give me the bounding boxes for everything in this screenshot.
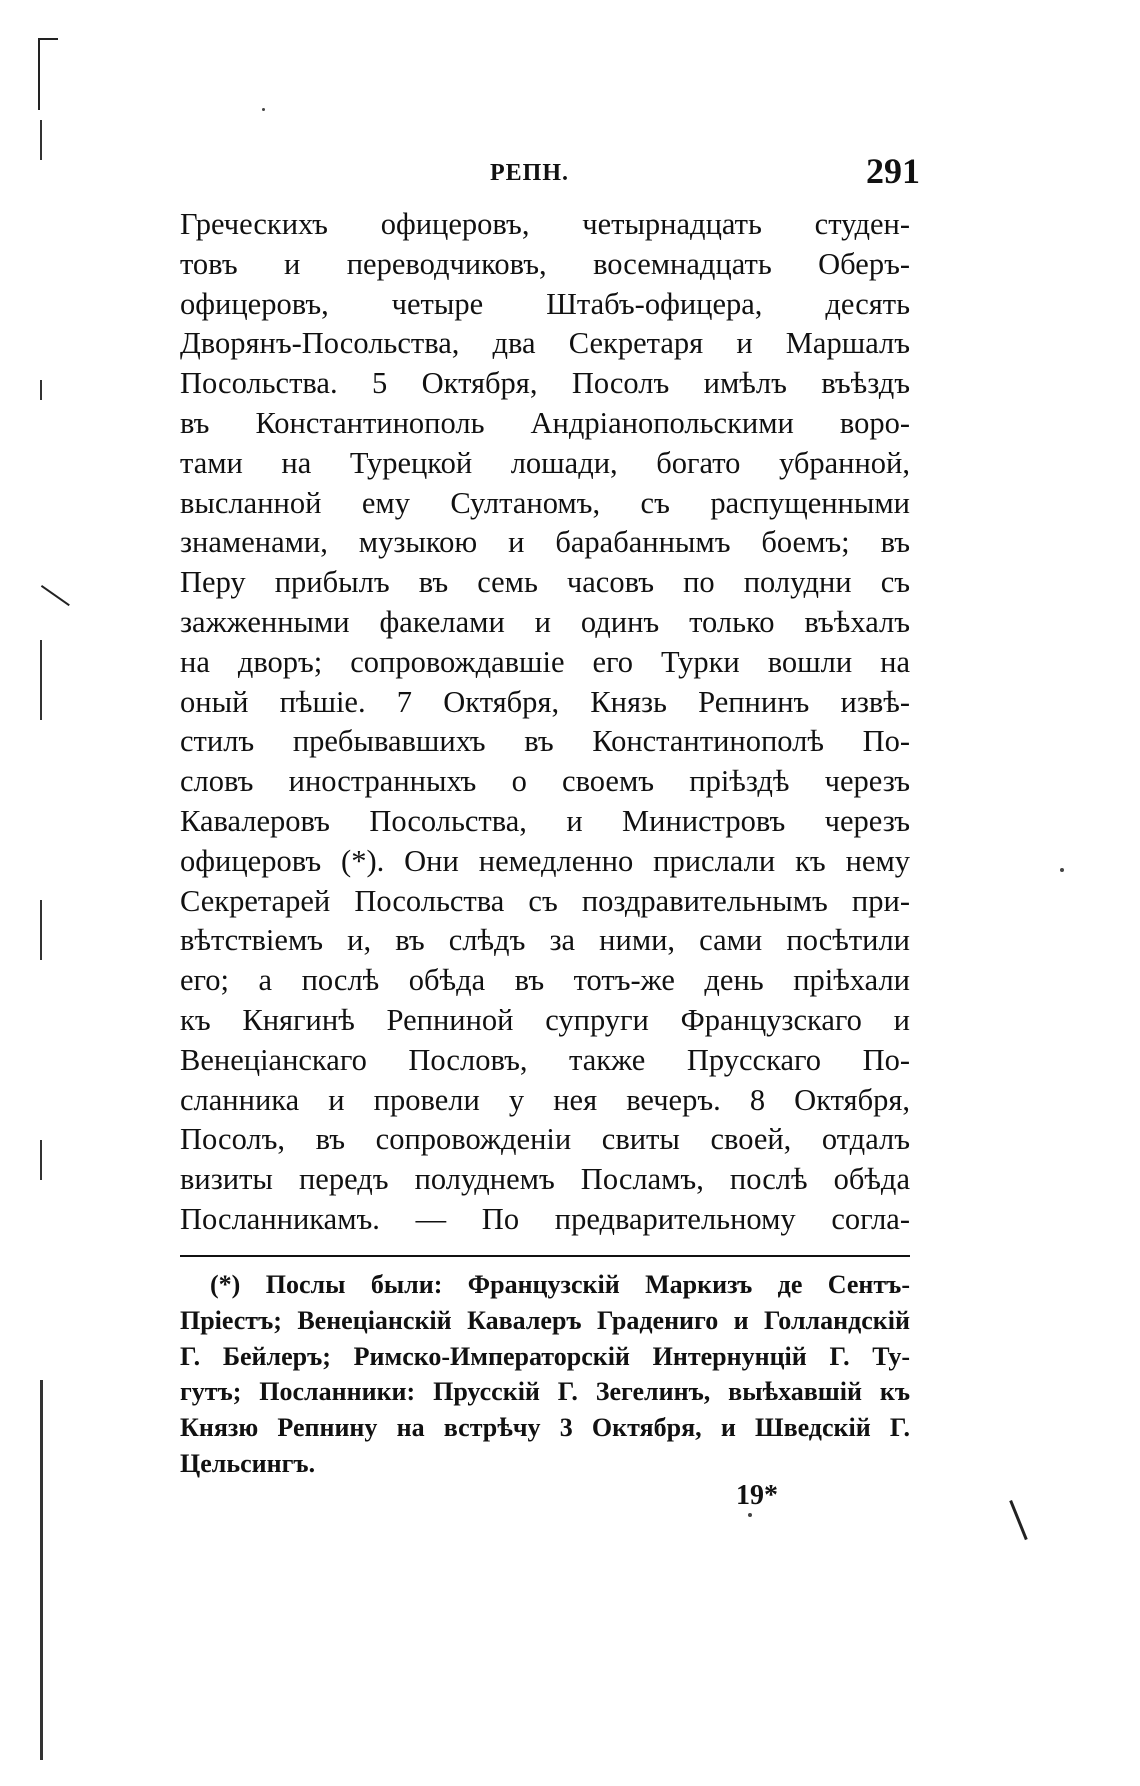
text-line: Кавалеровъ Посольства, и Министровъ черезъ [180,803,910,838]
footnote-line: гутъ; Посланники: Прусскій Г. Зегелинъ, выѣхавшій къ [180,1377,910,1407]
text-line: Дворянъ-Посольства, два Секретаря и Маршалъ [180,326,910,361]
text-line: офицеровъ, четыре Штабъ-офицера, десять [180,286,910,321]
scan-margin-line [40,380,42,400]
scan-margin-line [40,1380,43,1760]
footnote-line: Г. Бейлеръ; Римско-Императорскій Интернунцій Г. Ту- [180,1341,910,1371]
scan-speck [748,1513,752,1517]
text-line: въ Константинополь Андріанопольскими воро- [180,405,910,440]
text-line: Посолъ, въ сопровожденіи свиты своей, отдалъ [180,1122,910,1157]
footnote-rule [180,1255,910,1257]
text-line: тами на Турецкой лошади, богато убранной, [180,445,910,480]
scan-speck [1060,868,1064,872]
text-line: визиты передъ полуднемъ Посламъ, послѣ обѣда [180,1162,910,1197]
text-line: его; а послѣ обѣда въ тотъ-же день пріѣхали [180,963,910,998]
scan-diagonal-mark [1009,1500,1028,1540]
scan-margin-line [40,640,42,720]
text-line: сланника и провели у нея вечеръ. 8 Октября, [180,1082,910,1117]
text-line: оный пѣшіе. 7 Октября, Князь Репнинъ извѣ- [180,684,910,719]
running-title: РЕПН. [490,160,570,186]
text-line: Секретарей Посольства съ поздравительнымъ при- [180,883,910,918]
main-text [180,205,910,1240]
text-line: Перу прибылъ въ семь часовъ по полудни съ [180,565,910,600]
text-line: Посольства. 5 Октября, Посолъ имѣлъ въѣздъ [180,366,910,401]
scan-margin-line [40,900,42,960]
scan-speck [262,108,265,111]
running-header [180,150,920,190]
text-line: Венеціанскаго Пословъ, также Прусскаго По- [180,1042,910,1077]
text-line: офицеровъ (*). Они немедленно прислали къ нему [180,843,910,878]
text-line: стилъ пребывавшихъ въ Константинополѣ По- [180,724,910,759]
footnote [180,1267,910,1482]
footnote-line: Пріестъ; Венеціанскій Кавалеръ Градениго и Голландскій [180,1305,910,1335]
text-line: словъ иностранныхъ о своемъ пріѣздѣ черезъ [180,764,910,799]
text-line: высланной ему Султаномъ, съ распущенными [180,485,910,520]
text-line: вѣтствіемъ и, въ слѣдъ за ними, сами посѣтили [180,923,910,958]
signature-mark: 19* [736,1480,778,1511]
scan-margin-line [40,1140,42,1180]
footnote-line: (*) Послы были: Французскій Маркизъ де Сентъ- [210,1270,910,1299]
footnote-line: Цельсингъ. [180,1448,316,1478]
scan-corner-mark [38,38,58,110]
text-line: Посланникамъ. — По предварительному согла- [180,1201,910,1236]
text-line: знаменами, музыкою и барабаннымъ боемъ; въ [180,525,910,560]
text-line: къ Княгинѣ Репниной супруги Французскаго и [180,1002,910,1037]
text-line: товъ и переводчиковъ, восемнадцать Оберъ- [180,246,910,281]
scan-margin-line [40,120,42,160]
scan-diagonal-mark [41,585,70,606]
text-line: зажженными факелами и одинъ только въѣхалъ [180,604,910,639]
page-number: 291 [866,151,920,191]
text-line: на дворъ; сопровождавшіе его Турки вошли на [180,644,910,679]
text-line: Греческихъ офицеровъ, четырнадцать студен- [180,207,910,241]
footnote-line: Князю Репнину на встрѣчу 3 Октября, и Шведскій Г. [180,1413,910,1443]
